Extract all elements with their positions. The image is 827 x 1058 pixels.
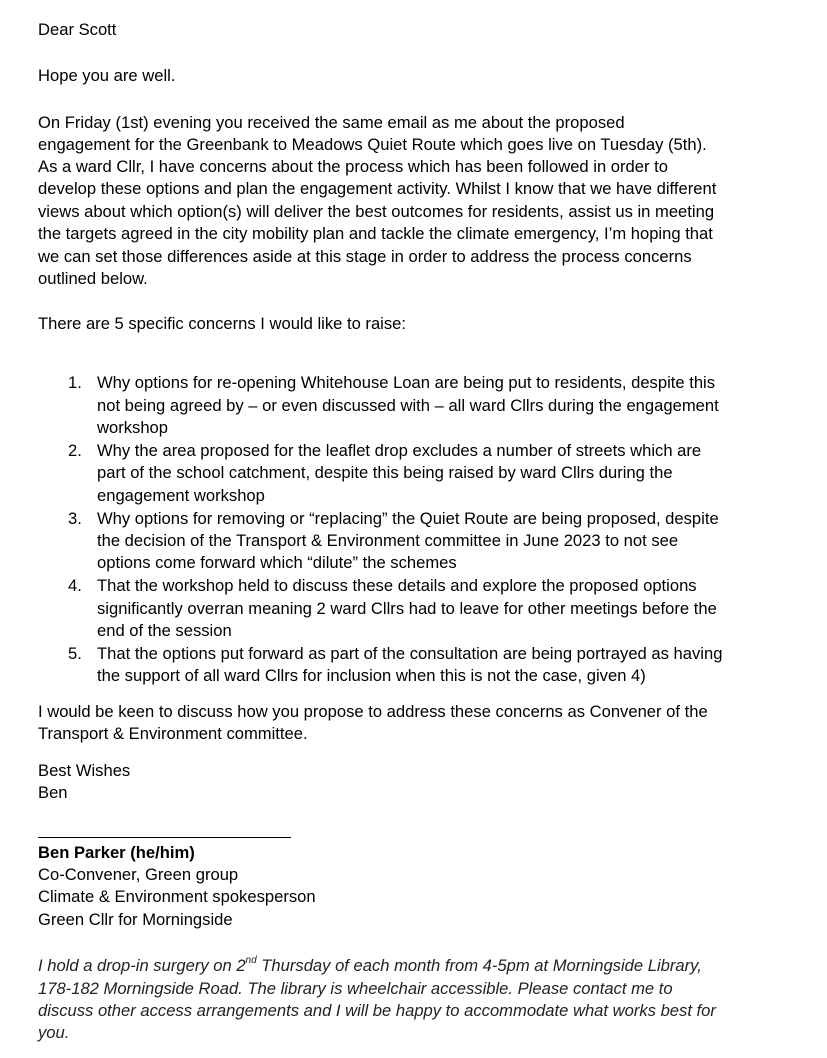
list-item-line: the support of all ward Cllrs for inclusion when this is not the case, given 4) [97,666,646,685]
list-item-line: That the workshop held to discuss these details and explore the proposed options [97,576,697,595]
list-item-number: 1. [68,373,82,392]
signature-title: Green Cllr for Morningside [38,910,233,929]
list-item-line: significantly overran meaning 2 ward Cllrs had to leave for other meetings before the [97,599,717,618]
paragraph-line: engagement for the Greenbank to Meadows Quiet Route which goes live on Tuesday (5th). [38,135,707,154]
list-item-line: engagement workshop [97,486,265,505]
footer-line: discuss other access arrangements and I will be happy to accommodate what works best for [38,1001,716,1020]
footer-line: 178-182 Morningside Road. The library is wheelchair accessible. Please contact me to [38,979,673,998]
list-item-number: 2. [68,441,82,460]
closing-line: Transport & Environment committee. [38,724,308,743]
footer-text: Thursday of each month from 4-5pm at Morningside Library, [256,956,702,975]
paragraph-line: On Friday (1st) evening you received the same email as me about the proposed [38,113,625,132]
signature-name: Ben Parker (he/him) [38,843,195,862]
paragraph-line: views about which option(s) will deliver the best outcomes for residents, assist us in meeting [38,202,715,221]
paragraph-line: outlined below. [38,269,148,288]
list-item-line: options come forward which “dilute” the schemes [97,553,457,572]
paragraph-line: the targets agreed in the city mobility plan and tackle the climate emergency, I’m hoping that [38,224,713,243]
greeting: Dear Scott [38,20,117,39]
list-item-line: end of the session [97,621,232,640]
list-item-line: the decision of the Transport & Environment committee in June 2023 to not see [97,531,679,550]
paragraph-line: As a ward Cllr, I have concerns about the process which has been followed in order to [38,157,668,176]
signoff: Best Wishes [38,761,131,780]
list-item-line: workshop [97,418,169,437]
list-item-line: not being agreed by – or even discussed with – all ward Cllrs during the engagement [97,396,719,415]
list-item-line: That the options put forward as part of the consultation are being portrayed as having [97,644,723,663]
footer-line [38,955,702,978]
footer-line: you. [38,1023,70,1042]
list-item-line: Why options for removing or “replacing” the Quiet Route are being proposed, despite [97,509,719,528]
signature-divider [38,837,291,838]
intro-line: Hope you are well. [38,66,176,85]
list-item-line: part of the school catchment, despite this being raised by ward Cllrs during the [97,463,673,482]
list-item-number: 4. [68,576,82,595]
paragraph-line: develop these options and plan the engagement activity. Whilst I know that we have different [38,179,717,198]
sender-short-name: Ben [38,783,68,802]
list-item-line: Why the area proposed for the leaflet drop excludes a number of streets which are [97,441,702,460]
list-item-number: 3. [68,509,82,528]
ordinal-suffix: nd [245,955,257,967]
closing-line: I would be keen to discuss how you propose to address these concerns as Convener of the [38,702,708,721]
signature-title: Co-Convener, Green group [38,865,239,884]
concerns-intro: There are 5 specific concerns I would like to raise: [38,314,406,333]
paragraph-line: we can set those differences aside at this stage in order to address the process concerns [38,247,692,266]
signature-title: Climate & Environment spokesperson [38,887,316,906]
footer-text: I hold a drop-in surgery on 2 [38,956,246,975]
list-item-number: 5. [68,644,82,663]
list-item-line: Why options for re-opening Whitehouse Loan are being put to residents, despite this [97,373,716,392]
